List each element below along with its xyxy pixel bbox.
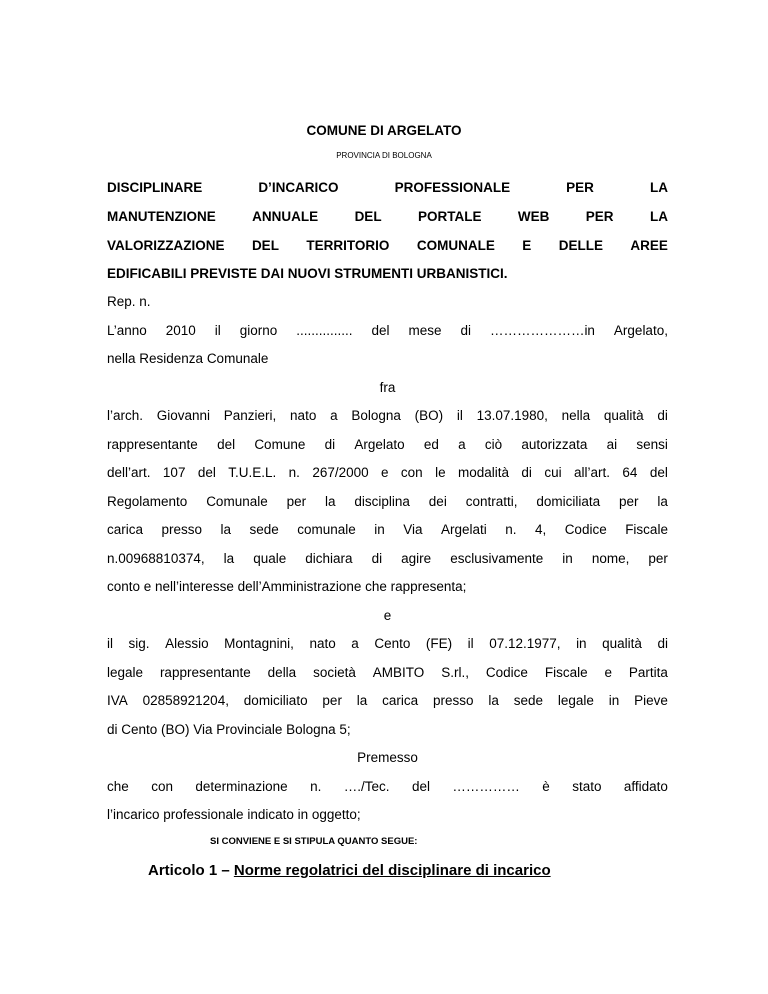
anno-line-2: nella Residenza Comunale xyxy=(107,351,269,366)
word: Giovanni xyxy=(156,408,211,423)
word: nato xyxy=(309,636,336,651)
word: n. xyxy=(505,522,517,537)
word: ANNUALE xyxy=(252,209,319,224)
word: e xyxy=(381,465,389,480)
word: (FE) xyxy=(425,636,453,651)
word: carica xyxy=(107,522,144,537)
word: qualità xyxy=(602,636,642,651)
word: domiciliato xyxy=(243,693,308,708)
word: DEL xyxy=(251,238,279,253)
party-1-line xyxy=(107,437,668,452)
premesso-line-2: l’incarico professionale indicato in oggetto; xyxy=(107,807,361,822)
word: Panzieri, xyxy=(223,408,277,423)
word: in xyxy=(374,522,385,537)
word: esclusivamente xyxy=(450,551,544,566)
word: per xyxy=(286,494,307,509)
heading-line-2 xyxy=(107,209,668,224)
word: all’art. xyxy=(573,465,610,480)
word: Via xyxy=(403,522,423,537)
word: del xyxy=(411,779,430,794)
party-1-line xyxy=(107,408,668,423)
word: sede xyxy=(249,522,279,537)
word: a xyxy=(458,437,466,452)
page-title: COMUNE DI ARGELATO xyxy=(306,123,462,138)
word: E xyxy=(522,238,532,253)
word: Codice xyxy=(564,522,607,537)
word: nome, xyxy=(591,551,630,566)
word: ciò xyxy=(484,437,503,452)
word: dei xyxy=(428,494,447,509)
word: Regolamento xyxy=(107,494,188,509)
word: rappresentante xyxy=(159,665,251,680)
word: LA xyxy=(649,180,668,195)
word: S.rl., xyxy=(441,665,469,680)
word: Comunale xyxy=(206,494,268,509)
word: presso xyxy=(161,522,203,537)
word: il xyxy=(467,636,474,651)
word: 13.07.1980, xyxy=(476,408,548,423)
word: di xyxy=(324,437,336,452)
word: il xyxy=(214,323,221,338)
party-2-line xyxy=(107,665,668,680)
word: dichiara xyxy=(305,551,353,566)
word: per xyxy=(648,551,668,566)
word: T.U.E.L. xyxy=(228,465,277,480)
word: di xyxy=(657,636,668,651)
word: legale xyxy=(107,665,144,680)
word: 267/2000 xyxy=(312,465,369,480)
word: Bologna xyxy=(351,408,401,423)
word: DISCIPLINARE xyxy=(107,180,203,195)
word: con xyxy=(400,465,423,480)
heading-line-3 xyxy=(107,238,668,253)
word: Montagnini, xyxy=(224,636,294,651)
word: IVA xyxy=(107,693,128,708)
word: in xyxy=(576,636,587,651)
word: quale xyxy=(253,551,287,566)
word: ed xyxy=(423,437,439,452)
word: per xyxy=(619,494,639,509)
word: Cento xyxy=(374,636,411,651)
party-1-line xyxy=(107,494,668,509)
party-2-line-last: di Cento (BO) Via Provinciale Bologna 5; xyxy=(107,722,351,737)
word: determinazione xyxy=(195,779,288,794)
word: del xyxy=(371,323,390,338)
word: in xyxy=(562,551,573,566)
word: stato xyxy=(572,779,602,794)
party-2-line xyxy=(107,636,668,651)
word: AMBITO xyxy=(372,665,425,680)
word: TERRITORIO xyxy=(306,238,390,253)
word: Argelati xyxy=(440,522,487,537)
word: VALORIZZAZIONE xyxy=(107,238,225,253)
word: presso xyxy=(433,693,474,708)
word: l’arch. xyxy=(107,408,144,423)
word: giorno xyxy=(239,323,278,338)
word: Argelato, xyxy=(613,323,668,338)
word: del xyxy=(649,465,668,480)
word: carica xyxy=(382,693,419,708)
word: Alessio xyxy=(165,636,209,651)
word: legale xyxy=(557,693,594,708)
word: modalità xyxy=(458,465,510,480)
word: Argelato xyxy=(354,437,405,452)
word: sensi xyxy=(636,437,668,452)
word: dell’art. xyxy=(107,465,151,480)
word: di xyxy=(371,551,383,566)
word: Pieve xyxy=(634,693,668,708)
word: disciplina xyxy=(354,494,410,509)
conviene-heading: SI CONVIENE E SI STIPULA QUANTO SEGUE: xyxy=(210,836,418,847)
party-1-line xyxy=(107,522,668,537)
word: sig. xyxy=(128,636,150,651)
word: PORTALE xyxy=(417,209,482,224)
word: 2010 xyxy=(165,323,196,338)
word: …………………in xyxy=(489,323,595,338)
word: ai xyxy=(606,437,618,452)
word: le xyxy=(435,465,446,480)
word: di xyxy=(657,408,668,423)
rep-number: Rep. n. xyxy=(107,294,151,309)
word: MANUTENZIONE xyxy=(107,209,216,224)
word: Comune xyxy=(254,437,306,452)
word: COMUNALE xyxy=(416,238,495,253)
word: e xyxy=(604,665,613,680)
word: PER xyxy=(585,209,614,224)
word: Codice xyxy=(485,665,528,680)
article-1-heading xyxy=(148,862,551,879)
word: …./Tec. xyxy=(343,779,390,794)
heading-line-1 xyxy=(107,180,668,195)
party-1-line xyxy=(107,551,668,566)
word: la xyxy=(657,494,668,509)
word: D’INCARICO xyxy=(258,180,339,195)
word: la xyxy=(325,494,336,509)
word: in xyxy=(608,693,620,708)
article-number: Articolo 1 – xyxy=(148,862,234,879)
word: è xyxy=(542,779,550,794)
word: Fiscale xyxy=(625,522,668,537)
word: WEB xyxy=(517,209,550,224)
word: 02858921204, xyxy=(142,693,229,708)
heading-line-4: EDIFICABILI PREVISTE DAI NUOVI STRUMENTI URBANISTICI. xyxy=(107,266,508,281)
party-2-line xyxy=(107,693,668,708)
word: del xyxy=(197,465,216,480)
word: sede xyxy=(513,693,544,708)
word: ............... xyxy=(296,323,353,338)
fra-separator: fra xyxy=(379,380,396,395)
word: affidato xyxy=(623,779,668,794)
word: di xyxy=(521,465,532,480)
word: qualità xyxy=(603,408,644,423)
word: mese xyxy=(408,323,442,338)
word: LA xyxy=(649,209,668,224)
word: n. xyxy=(288,465,300,480)
word: società xyxy=(313,665,356,680)
word: nella xyxy=(561,408,591,423)
word: domiciliata xyxy=(536,494,601,509)
word: comunale xyxy=(297,522,356,537)
word: AREE xyxy=(630,238,668,253)
word: che xyxy=(107,779,129,794)
word: 07.12.1977, xyxy=(489,636,561,651)
word: la xyxy=(488,693,499,708)
anno-line-1 xyxy=(107,323,668,338)
word: il xyxy=(107,636,113,651)
word: a xyxy=(330,408,338,423)
premesso-line-1 xyxy=(107,779,668,794)
party-1-line-last: conto e nell’interesse dell’Amministrazione che rappresenta; xyxy=(107,579,467,594)
word: n.00968810374, xyxy=(107,551,205,566)
word: della xyxy=(267,665,297,680)
word: la xyxy=(356,693,368,708)
word: (BO) xyxy=(414,408,444,423)
word: la xyxy=(223,551,235,566)
word: la xyxy=(220,522,231,537)
word: PER xyxy=(566,180,594,195)
word: …………… xyxy=(452,779,520,794)
word: rappresentante xyxy=(107,437,198,452)
word: 64 xyxy=(622,465,638,480)
word: Partita xyxy=(628,665,668,680)
word: del xyxy=(217,437,236,452)
word: autorizzata xyxy=(521,437,588,452)
premesso-heading: Premesso xyxy=(357,750,418,765)
word: con xyxy=(151,779,173,794)
word: cui xyxy=(544,465,562,480)
article-title: Norme regolatrici del disciplinare di incarico xyxy=(233,862,551,879)
e-separator: e xyxy=(383,608,392,623)
word: il xyxy=(456,408,463,423)
word: agire xyxy=(401,551,432,566)
word: L’anno xyxy=(107,323,147,338)
word: Fiscale xyxy=(544,665,588,680)
word: a xyxy=(351,636,359,651)
word: PROFESSIONALE xyxy=(394,180,511,195)
page-subtitle: PROVINCIA DI BOLOGNA xyxy=(336,151,432,160)
word: DEL xyxy=(354,209,382,224)
word: per xyxy=(322,693,342,708)
word: n. xyxy=(310,779,322,794)
word: di xyxy=(460,323,471,338)
word: contratti, xyxy=(465,494,518,509)
word: DELLE xyxy=(558,238,603,253)
word: 107 xyxy=(162,465,186,480)
word: nato xyxy=(290,408,317,423)
word: 4, xyxy=(534,522,547,537)
party-1-line xyxy=(107,465,668,480)
